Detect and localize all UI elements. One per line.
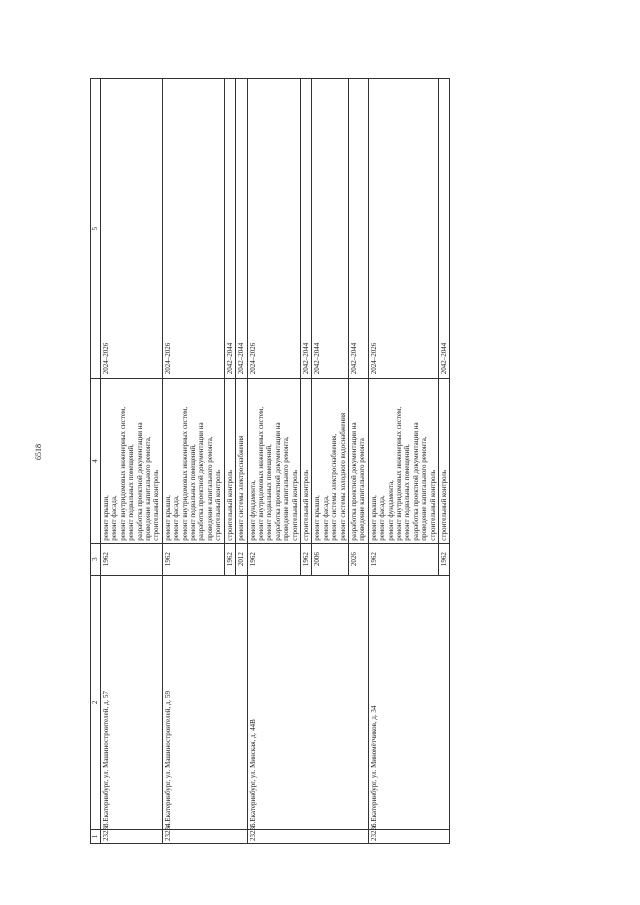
work-type-line: проведение капитального ремонта, (420, 436, 429, 541)
work-type-line: строительный контроль (290, 469, 299, 541)
work-types-cell (348, 379, 368, 543)
work-type-line: проведение капитального ремонта, (282, 436, 291, 541)
work-types-cell (439, 379, 450, 543)
year-cell: 1962 (368, 543, 438, 575)
year-cell: 2012 (236, 543, 247, 575)
header-cell-4: 4 (91, 379, 101, 543)
work-type-line: проведение капитального ремонта (358, 438, 367, 541)
work-type-line: ремонт крыши, (163, 495, 172, 541)
period-cell: 2042–2044 (439, 79, 450, 379)
period-cell: 2024–2026 (101, 79, 163, 379)
page-number: 6518 (34, 444, 43, 460)
work-type-line: ремонт фасада, (321, 495, 330, 541)
row-number: 23235. (247, 830, 368, 844)
period-cell: 2042–2044 (300, 79, 311, 379)
work-type-line: строительный контроль (152, 469, 161, 541)
work-type-line: ремонт подвальных помещений, (189, 444, 198, 541)
work-type-line: строительный контроль (428, 469, 437, 541)
work-type-line: разработка проектной документации на (273, 422, 282, 541)
header-cell-5: 5 (91, 79, 101, 379)
address-cell: г. Екатеринбург, ул. Машиностроителей, д. 57 (101, 575, 163, 830)
work-type-line: ремонт подвальных помещений, (127, 444, 136, 541)
year-cell: 2026 (348, 543, 368, 575)
work-type-line: ремонт внутридомовых инженерных систем, (395, 406, 403, 541)
header-cell-3: 3 (91, 543, 101, 575)
period-cell: 2042–2044 (224, 79, 235, 379)
work-type-line: ремонт крыши, (102, 495, 110, 541)
work-type-line: ремонт крыши, (313, 495, 322, 541)
work-type-line: ремонт внутридомовых инженерных систем, (118, 406, 127, 541)
table-row (101, 79, 163, 844)
work-type-line: ремонт крыши, (369, 495, 378, 541)
work-types-cell (368, 379, 438, 543)
work-type-line: строительный контроль (301, 469, 310, 541)
work-types-cell (236, 379, 247, 543)
row-number: 23233. (101, 830, 163, 844)
header-cell-1: 1 (91, 830, 101, 844)
work-type-line: строительный контроль (440, 469, 449, 541)
work-types-cell (247, 379, 300, 543)
year-cell: 1962 (224, 543, 235, 575)
table-row (247, 79, 300, 844)
work-type-line: проведение капитального ремонта, (144, 436, 153, 541)
work-type-line: ремонт фундамента, (386, 480, 395, 541)
year-cell: 1962 (162, 543, 224, 575)
period-cell: 2042–2044 (348, 79, 368, 379)
work-type-line: ремонт внутридомовых инженерных систем, (256, 406, 265, 541)
header-row (91, 79, 101, 844)
table-row (368, 79, 438, 844)
address-cell: г. Екатеринбург, ул. Миномётчиков, д. 34 (368, 575, 450, 830)
repair-schedule-table (90, 78, 450, 844)
row-number: 23236. (368, 830, 450, 844)
year-cell: 1962 (300, 543, 311, 575)
work-type-line: ремонт системы электроснабжения, (330, 433, 339, 541)
address-cell: г. Екатеринбург, ул. Минская, д. 44В (247, 575, 368, 830)
period-cell: 2042–2044 (312, 79, 349, 379)
header-cell-2: 2 (91, 575, 101, 830)
work-type-line: разработка проектной документации на (411, 422, 420, 541)
period-cell: 2042–2044 (236, 79, 247, 379)
work-type-line: ремонт системы холодного водоснабжения (338, 412, 347, 541)
address-cell: г. Екатеринбург, ул. Машиностроителей, д. 59 (162, 575, 247, 830)
year-cell: 1962 (439, 543, 450, 575)
work-types-cell (312, 379, 349, 543)
year-cell: 2006 (312, 543, 349, 575)
work-type-line: ремонт фундамента, (248, 480, 257, 541)
work-type-line: строительный контроль (214, 469, 223, 541)
work-types-cell (300, 379, 311, 543)
work-type-line: разработка проектной документации на (197, 422, 206, 541)
table-row (162, 79, 224, 844)
work-type-line: ремонт внутридомовых инженерных систем, (180, 406, 189, 541)
work-type-line: ремонт подвальных помещений, (265, 444, 274, 541)
table-body (91, 79, 450, 844)
row-number: 23234. (162, 830, 247, 844)
work-type-line: разработка проектной документации на (349, 422, 358, 541)
work-type-line: разработка проектной документации на (135, 422, 144, 541)
work-type-line: ремонт фасада, (378, 495, 387, 541)
work-type-line: ремонт фасада, (110, 495, 119, 541)
work-types-cell (224, 379, 235, 543)
period-cell: 2024–2026 (247, 79, 300, 379)
period-cell: 2024–2026 (368, 79, 438, 379)
work-type-line: ремонт системы электроснабжения (237, 435, 246, 541)
work-types-cell (101, 379, 163, 543)
work-type-line: ремонт фасада, (172, 495, 181, 541)
year-cell: 1962 (101, 543, 163, 575)
period-cell: 2024–2026 (162, 79, 224, 379)
work-type-line: строительный контроль (225, 469, 234, 541)
repair-schedule-table-wrapper (90, 78, 579, 844)
year-cell: 1962 (247, 543, 300, 575)
work-types-cell (162, 379, 224, 543)
work-type-line: ремонт подвальных помещений, (403, 444, 412, 541)
work-type-line: проведение капитального ремонта, (205, 436, 214, 541)
